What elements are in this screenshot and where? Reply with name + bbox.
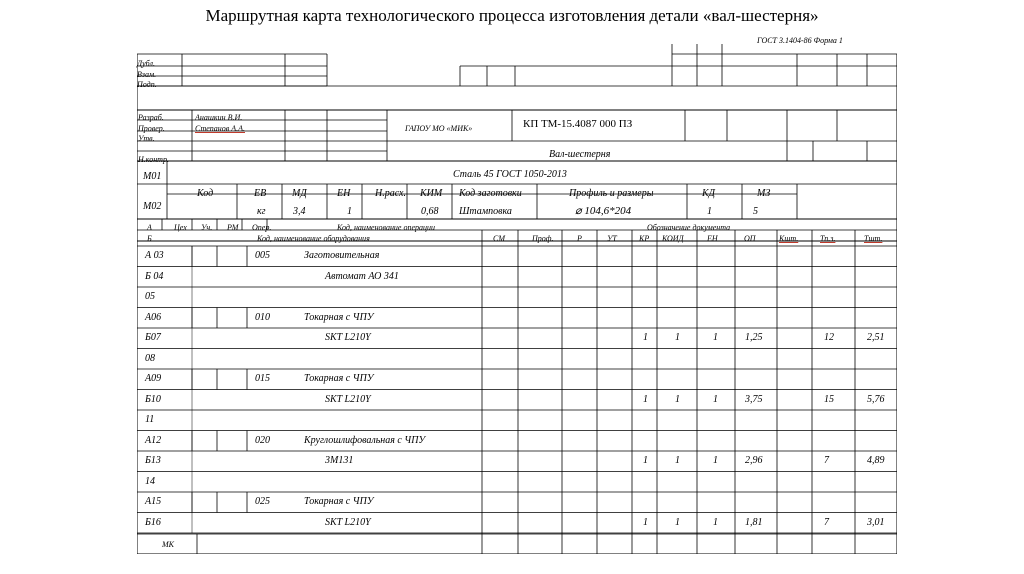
header-b-koid: КОИД [662, 234, 684, 243]
row-code: А06 [145, 311, 162, 323]
row-kr-value: 1 [643, 393, 648, 405]
row-code: А09 [145, 373, 162, 384]
row-koid-value: 1 [675, 455, 680, 466]
equipment-name: SKT L210Y [325, 516, 371, 528]
m02-head-kim: КИМ [420, 188, 443, 199]
row-code: Б10 [145, 393, 161, 405]
m02-profile-value: ⌀ 104,6*204 [575, 205, 632, 217]
utv-label: Утв. [138, 134, 155, 143]
row-koid-value: 1 [675, 516, 680, 528]
row-code: А15 [145, 496, 162, 507]
razrab-name: Анашкин В.И. [195, 113, 243, 122]
row-code: 05 [145, 291, 155, 302]
header-a-label: А [147, 223, 152, 232]
row-kr-value: 1 [643, 455, 648, 466]
m02-blank-value: Штамповка [459, 206, 512, 217]
header-b-label: Б [147, 234, 152, 243]
row-kr-value: 1 [643, 332, 648, 343]
operation-name: Токарная с ЧПУ [304, 373, 374, 384]
header-b-prof: Проф. [532, 234, 554, 243]
m02-head-en: ЕН [337, 188, 351, 199]
operation-number: 020 [255, 434, 270, 446]
row-opv-value: 1,81 [745, 516, 763, 528]
header-b-tpz: Тп.з. [820, 234, 836, 243]
m02-en-value: 1 [347, 206, 352, 217]
page-title: Маршрутная карта технологического процесса изготовления детали «вал-шестерня» [205, 6, 819, 25]
header-b-ut: УТ [607, 234, 617, 243]
operation-number: 015 [255, 373, 270, 384]
header-b-op: ОП [744, 234, 756, 243]
row-code: Б16 [145, 516, 161, 528]
header-a-uch: Уч. [201, 223, 213, 232]
header-b-en: ЕН [707, 234, 718, 243]
row-en-value: 1 [713, 516, 718, 528]
operation-number: 025 [255, 496, 270, 507]
row-code: 11 [145, 414, 155, 425]
m01-label: М01 [143, 171, 162, 182]
header-a-oper: Опер. [252, 223, 272, 232]
m02-head-kod: Код [197, 188, 214, 199]
row-tpz-value: 15 [824, 393, 834, 405]
prover-label: Провер. [138, 124, 165, 133]
m02-head-profile: Профиль и размеры [569, 188, 654, 199]
row-en-value: 1 [713, 332, 718, 343]
operation-name: Заготовительная [304, 250, 380, 261]
row-koid-value: 1 [675, 332, 680, 343]
row-code: 08 [145, 352, 155, 364]
row-tsht-value: 5,76 [867, 393, 885, 405]
prover-name: Степанов А.А. [195, 124, 245, 133]
header-b-equip: Код, наименование оборудования [257, 234, 370, 243]
row-code: Б13 [145, 455, 161, 466]
row-tpz-value: 7 [824, 455, 829, 466]
operation-name: Круглошлифовальная с ЧПУ [304, 434, 426, 446]
row-tsht-value: 4,89 [867, 455, 885, 466]
m02-head-mz: МЗ [757, 188, 771, 199]
m02-head-kd: КД [702, 188, 716, 199]
podp-label: Подп. [137, 80, 157, 89]
operation-number: 005 [255, 250, 270, 261]
razrab-label: Разраб. [138, 113, 164, 122]
row-tsht-value: 2,51 [867, 332, 885, 343]
operation-name: Токарная с ЧПУ [304, 496, 374, 507]
equipment-name: SKT L210Y [325, 332, 371, 343]
header-a-docs: Обозначение документа [647, 223, 731, 232]
m02-md-value: 3,4 [293, 206, 306, 217]
row-tsht-value: 3,01 [867, 516, 885, 528]
header-b-sm: СМ [493, 234, 505, 243]
row-kr-value: 1 [643, 516, 648, 528]
operation-name: Токарная с ЧПУ [304, 311, 374, 323]
row-tpz-value: 12 [824, 332, 834, 343]
row-code: 14 [145, 475, 155, 487]
m02-kim-value: 0,68 [421, 206, 439, 217]
nkontr-label: Н.контр. [138, 155, 169, 164]
part-name: Вал-шестерня [549, 149, 611, 160]
m02-label: М02 [143, 201, 162, 212]
m02-head-nrash: Н.расх. [375, 188, 406, 199]
header-b-kr: КР [639, 234, 650, 243]
row-code: Б07 [145, 332, 161, 343]
operation-number: 010 [255, 311, 270, 323]
row-code: А12 [145, 434, 162, 446]
m02-head-blank: Код заготовки [459, 188, 522, 199]
m02-kd-value: 1 [707, 206, 712, 217]
document-code: КП ТМ-15.4087 000 ПЗ [523, 118, 633, 130]
equipment-name: 3М131 [325, 455, 354, 466]
row-opv-value: 2,96 [745, 455, 763, 466]
row-code: Б 04 [145, 270, 164, 282]
header-a-rm: РМ [227, 223, 239, 232]
header-a-opname: Код, наименование операции [337, 223, 436, 232]
header-b-r: Р [577, 234, 582, 243]
form-grid [137, 34, 897, 554]
header-b-ksht: Кшт. [779, 234, 799, 243]
m02-mz-value: 5 [753, 206, 758, 217]
footer-mk: МК [162, 540, 174, 549]
material: Сталь 45 ГОСТ 1050-2013 [453, 169, 567, 180]
gost-label: ГОСТ 3.1404-86 Форма 1 [757, 36, 843, 45]
equipment-name: SKT L210Y [325, 393, 371, 405]
row-en-value: 1 [713, 455, 718, 466]
org-name: ГАПОУ МО «МИК» [405, 124, 473, 133]
row-opv-value: 1,25 [745, 332, 763, 343]
row-en-value: 1 [713, 393, 718, 405]
dubl-label: Дубл. [137, 59, 155, 68]
header-a-ceh: Цех [174, 223, 187, 232]
equipment-name: Автомат АО 341 [325, 270, 399, 282]
row-koid-value: 1 [675, 393, 680, 405]
vzam-label: Взам. [137, 70, 157, 79]
route-card-form [137, 34, 897, 554]
row-opv-value: 3,75 [745, 393, 763, 405]
header-b-tsht: Тшт. [864, 234, 883, 243]
row-code: А 03 [145, 250, 164, 261]
m02-head-ev: ЕВ [254, 188, 267, 199]
row-tpz-value: 7 [824, 516, 829, 528]
m02-head-md: МД [292, 188, 307, 199]
m02-ev-value: кг [257, 206, 266, 217]
